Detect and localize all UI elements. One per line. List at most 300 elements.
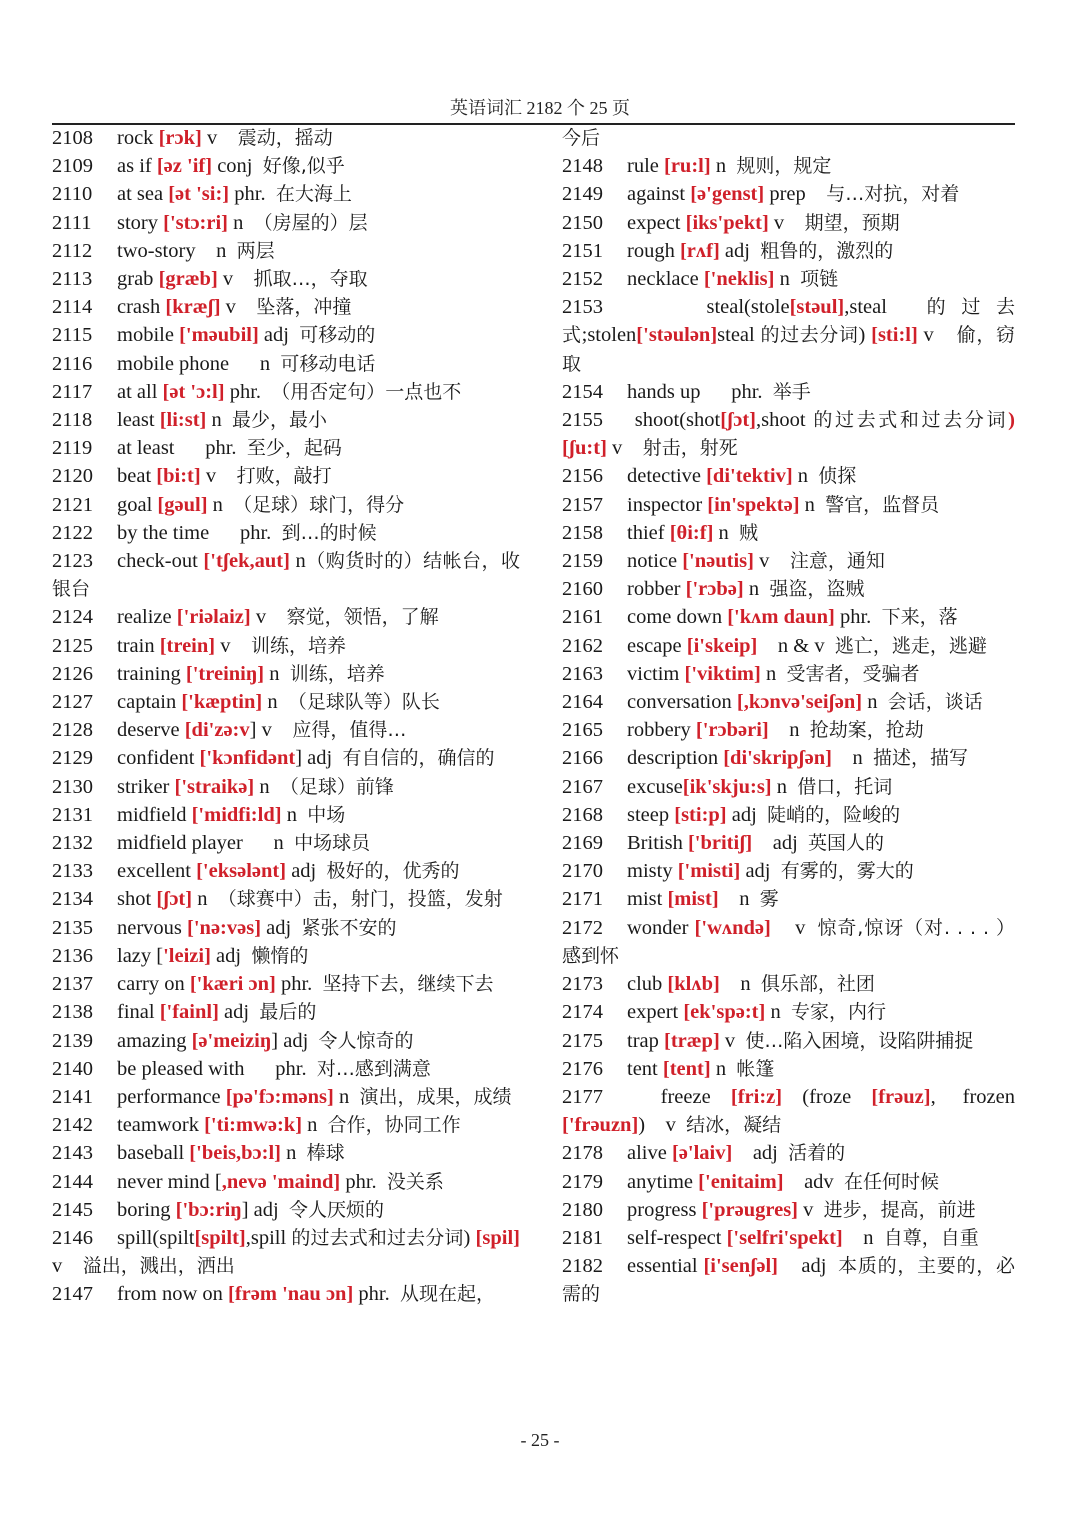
word-text: deserve <box>117 719 185 742</box>
vocab-entry <box>562 1139 1015 1167</box>
word-text: n <box>771 775 798 798</box>
word-text: v <box>250 606 287 629</box>
phonetic: [rʌf] <box>679 239 720 262</box>
vocab-entry <box>52 660 520 688</box>
word-text: v <box>200 465 237 488</box>
definition: 令人惊奇的 <box>318 1029 414 1052</box>
word-text: spill(spilt <box>117 1226 195 1249</box>
entry-number: 2148 <box>562 155 603 178</box>
definition: 俱乐部，社团 <box>760 973 875 996</box>
definition: 两层 <box>236 239 275 262</box>
definition: 的过去分词 <box>760 324 859 347</box>
word-text: captain <box>117 691 182 714</box>
phonetic: [sti:l] <box>871 324 918 347</box>
phonetic: [di'tektiv] <box>706 465 793 488</box>
definition: 的过去式和过去分词 <box>813 409 1009 432</box>
phonetic: [i'skeip] <box>686 634 758 657</box>
phonetic: ['riəlaiz] <box>176 606 251 629</box>
vocab-entry <box>562 575 1015 603</box>
word-text: n <box>792 465 819 488</box>
word-text: adj <box>740 860 781 883</box>
word-text: adj <box>732 1142 789 1165</box>
phonetic: )[ʃu:t] <box>562 409 1015 460</box>
phonetic: ['britiʃ] <box>687 832 753 855</box>
entry-number: 2112 <box>52 239 93 262</box>
entry-number: 2134 <box>52 888 93 911</box>
word-text: adj <box>218 1001 260 1024</box>
word-text: hands up phr. <box>627 380 773 403</box>
vocab-entry <box>52 603 520 631</box>
definition: 有雾的，雾大的 <box>780 860 914 883</box>
word-text: phr. <box>275 973 323 996</box>
definition: 有自信的，确信的 <box>342 747 495 770</box>
vocab-entry <box>52 885 520 913</box>
phonetic: ['selfri'spekt] <box>726 1226 843 1249</box>
vocab-entry <box>562 914 1015 970</box>
word-text: n <box>192 888 218 911</box>
word-text: v <box>220 296 257 319</box>
definition: 结冰，凝结 <box>686 1114 782 1137</box>
vocab-entry <box>562 237 1015 265</box>
definition: 侦探 <box>818 465 857 488</box>
word-text: n <box>760 662 787 685</box>
entry-number: 2170 <box>562 860 603 883</box>
word-text: v <box>753 550 790 573</box>
word-text: by the time phr. <box>117 521 282 544</box>
phonetic: ['rɔbəri] <box>695 719 769 742</box>
phonetic: [ət 'si:] <box>168 183 230 206</box>
definition: 专家，内行 <box>790 1001 886 1024</box>
vocab-entry <box>52 857 520 885</box>
word-text: ) <box>858 324 872 347</box>
phonetic: ['frəuzn] <box>562 1114 639 1137</box>
phonetic: [gəul] <box>157 493 208 516</box>
definition: 强盗，盗贼 <box>769 578 865 601</box>
word-text: amazing <box>117 1029 192 1052</box>
word-text: alive <box>627 1142 672 1165</box>
word-text: ] v <box>249 719 293 742</box>
word-text: thief <box>627 521 670 544</box>
phonetic: [ʃɔt] <box>156 888 193 911</box>
entry-number: 2158 <box>562 521 603 544</box>
phonetic: [di'skripʃən] <box>723 747 832 770</box>
phonetic: [tent] <box>662 1057 711 1080</box>
phonetic: ['nə:vəs] <box>187 916 262 939</box>
definition: 极好的，优秀的 <box>326 860 460 883</box>
entry-number: 2162 <box>562 634 603 657</box>
word-text: be pleased with phr. <box>117 1057 317 1080</box>
definition: 最少，最小 <box>232 409 328 432</box>
phonetic: ['midfi:ld] <box>191 803 282 826</box>
entry-number: 2172 <box>562 916 603 939</box>
word-text: adj <box>752 832 809 855</box>
word-text: v <box>606 437 643 460</box>
vocab-entry <box>562 744 1015 772</box>
word-text: n <box>228 211 254 234</box>
vocab-entry <box>52 1055 520 1083</box>
entry-number: 2160 <box>562 578 603 601</box>
entry-number: 2110 <box>52 183 93 206</box>
definition: （足球）前锋 <box>279 775 394 798</box>
word-text: n <box>765 1001 791 1024</box>
word-text: steep <box>627 803 675 826</box>
word-text: n <box>206 409 233 432</box>
word-text: n <box>281 803 308 826</box>
phonetic: [di'zə:v <box>184 719 250 742</box>
word-text: n <box>774 268 801 291</box>
vocab-entry <box>52 1224 526 1280</box>
word-text: adj <box>286 860 327 883</box>
definition: 受害者，受骗者 <box>786 662 920 685</box>
vocab-entry <box>52 350 520 378</box>
word-text: shot <box>117 888 157 911</box>
definition: 偷，窃取 <box>562 324 1015 375</box>
vocab-entry <box>562 688 1015 716</box>
definition: 坚持下去，继续下去 <box>322 973 494 996</box>
phonetic: ['beis,bɔ:l] <box>189 1142 281 1165</box>
vocab-entry <box>562 885 1015 913</box>
entry-number: 2130 <box>52 775 93 798</box>
phonetic: ['kæri ɔn] <box>189 973 276 996</box>
phonetic: [sti:p] <box>674 803 727 826</box>
phonetic: ['prəugres] <box>701 1198 798 1221</box>
word-text: n <box>831 747 873 770</box>
word-text: v <box>215 634 251 657</box>
phonetic: ['tʃek,aut] <box>203 550 290 573</box>
vocab-entry <box>562 547 1015 575</box>
definition: 溢出，溅出，洒出 <box>82 1255 235 1278</box>
phonetic: ['bɔ:riŋ <box>175 1198 242 1221</box>
word-text: final <box>117 1001 160 1024</box>
word-text: n <box>280 1142 307 1165</box>
vocab-entry <box>52 547 520 603</box>
entry-number: 2131 <box>52 803 93 826</box>
definition: 最后的 <box>259 1001 317 1024</box>
word-text: n <box>862 691 888 714</box>
definition: 对…感到满意 <box>316 1057 431 1080</box>
vocab-entry <box>562 1083 1021 1139</box>
word-text: midfield player n <box>117 832 295 855</box>
word-text: escape <box>627 634 687 657</box>
vocab-entry <box>52 632 520 660</box>
vocab-entry <box>562 1027 1015 1055</box>
entry-number: 2147 <box>52 1283 93 1306</box>
word-text: n <box>710 1057 737 1080</box>
word-text: British <box>627 832 688 855</box>
phonetic: ['straikə] <box>174 775 255 798</box>
definition: 帐篷 <box>736 1057 775 1080</box>
definition: 训练，培养 <box>289 662 385 685</box>
definition: 应得，值得… <box>292 719 407 742</box>
word-text: necklace <box>627 268 704 291</box>
phonetic: ['stɔ:ri] <box>163 211 228 234</box>
word-text: excellent <box>117 860 197 883</box>
entry-number: 2145 <box>52 1198 93 1221</box>
phonetic: [klʌb] <box>667 973 720 996</box>
vocab-entry <box>52 434 520 462</box>
phonetic: ['nəutis] <box>682 550 754 573</box>
word-text: n <box>718 888 760 911</box>
word-text: steal(stole <box>627 296 790 319</box>
word-text: performance <box>117 1085 226 1108</box>
word-text: mobile <box>117 324 180 347</box>
vocab-entry <box>562 1168 1015 1196</box>
definition: 英国人的 <box>808 832 885 855</box>
word-text: adj <box>719 239 761 262</box>
word-text: v <box>201 127 238 149</box>
phonetic: [li:st] <box>159 409 207 432</box>
entry-number: 2116 <box>52 352 93 375</box>
word-text: two-story n <box>117 239 237 262</box>
phonetic: ,nevə 'maind] <box>221 1170 341 1193</box>
entry-number: 2180 <box>562 1198 603 1221</box>
word-text: n <box>254 775 280 798</box>
word-text: ] adj <box>271 1029 319 1052</box>
definition: 的 过 去 式 <box>562 296 1022 347</box>
word-text: detective <box>627 465 707 488</box>
word-text: n <box>289 550 306 573</box>
word-text: trap <box>627 1029 664 1052</box>
word-text: at sea <box>117 183 169 206</box>
vocab-entry <box>562 632 1015 660</box>
vocab-entry <box>562 716 1015 744</box>
word-text: victim <box>627 662 685 685</box>
phonetic: [θi:f] <box>669 521 714 544</box>
phonetic: [ik'skju:s] <box>682 775 772 798</box>
vocab-entry <box>52 491 520 519</box>
word-text: phr. <box>353 1283 400 1306</box>
page-header-title: 英语词汇 2182 个 25 页 <box>450 98 630 118</box>
word-text: midfield <box>117 803 192 826</box>
word-text: expert <box>627 1001 684 1024</box>
page-number: - 25 - <box>520 1430 560 1450</box>
word-text: , frozen <box>930 1085 1021 1108</box>
phonetic: [græb] <box>158 268 218 291</box>
entry-number: 2167 <box>562 775 603 798</box>
word-text: adv <box>783 1170 844 1193</box>
entry-number: 2125 <box>52 634 93 657</box>
entry-number: 2127 <box>52 691 93 714</box>
entry-number: 2122 <box>52 521 93 544</box>
word-text: excuse <box>627 775 683 798</box>
entry-number: 2136 <box>52 944 93 967</box>
word-text: confident <box>117 747 200 770</box>
entry-number: 2174 <box>562 1001 603 1024</box>
entry-number: 2140 <box>52 1057 93 1080</box>
vocab-entry <box>562 209 1015 237</box>
entry-number: 2135 <box>52 916 93 939</box>
entry-number: 2108 <box>52 127 93 149</box>
word-text: at all <box>117 380 163 403</box>
entry-number: 2138 <box>52 1001 93 1024</box>
definition: 察觉，领悟，了解 <box>286 606 439 629</box>
word-text: ;stolen <box>581 324 637 347</box>
vocab-entry <box>562 406 1015 462</box>
definition: （购货时的）结帐台，收银台 <box>52 550 520 601</box>
entry-number: 2114 <box>52 296 93 319</box>
definition: 本质的，主要的，必需的 <box>562 1255 1015 1306</box>
entry-number: 2157 <box>562 493 603 516</box>
definition: 进步，提高，前进 <box>823 1198 976 1221</box>
phonetic: [fri:z] <box>730 1085 783 1108</box>
definition: 合作，协同工作 <box>327 1114 461 1137</box>
vocab-entry <box>562 1055 1015 1083</box>
definition: 没关系 <box>386 1170 444 1193</box>
phonetic: ['stəulən] <box>636 324 718 347</box>
word-text: rough <box>627 239 680 262</box>
word-text: n <box>302 1114 328 1137</box>
word-text: rule <box>627 155 664 178</box>
entry-number: 2176 <box>562 1057 603 1080</box>
definition: （用否定句）一点也不 <box>271 380 462 403</box>
phonetic: [mist] <box>667 888 719 911</box>
definition: 抓取…，夺取 <box>253 268 368 291</box>
phonetic: [spilt] <box>194 1226 246 1249</box>
definition: 中场 <box>307 803 346 826</box>
word-text: robbery <box>627 719 696 742</box>
phonetic: ['ti:mwə:k] <box>204 1114 303 1137</box>
definition: 描述，描写 <box>872 747 968 770</box>
entry-number: 2144 <box>52 1170 93 1193</box>
definition: 下来，落 <box>881 606 958 629</box>
definition: 会话，谈话 <box>887 691 983 714</box>
entry-number: 2121 <box>52 493 93 516</box>
vocab-entry <box>562 519 1015 547</box>
word-text: v <box>768 211 805 234</box>
definition: 逃亡，逃走，逃避 <box>834 634 987 657</box>
vocab-entry <box>562 265 1015 293</box>
vocab-entry <box>562 293 1022 378</box>
word-text: n <box>719 973 761 996</box>
word-text: goal <box>117 493 158 516</box>
vocab-entry <box>562 998 1015 1026</box>
definition: （房屋的）层 <box>253 211 368 234</box>
entry-number: 2117 <box>52 380 93 403</box>
definition: 从现在起， <box>400 1283 496 1306</box>
vocab-entry <box>562 1252 1015 1308</box>
definition: （足球队等）队长 <box>287 691 440 714</box>
word-text: from now on <box>117 1283 229 1306</box>
entry-number: 2142 <box>52 1114 93 1137</box>
word-text: n <box>262 691 288 714</box>
entry-number: 2166 <box>562 747 603 770</box>
entry-number: 2109 <box>52 155 93 178</box>
word-text: n <box>799 493 826 516</box>
word-text: lazy [ <box>117 944 164 967</box>
definition: 的过去式和过去分词 <box>291 1226 464 1249</box>
definition: 至少，起码 <box>246 437 342 460</box>
phonetic: ['treiniŋ] <box>185 662 265 685</box>
word-text: misty <box>627 860 678 883</box>
entry-number: 2143 <box>52 1142 93 1165</box>
word-text: v <box>52 1226 526 1278</box>
entry-number: 2150 <box>562 211 603 234</box>
vocab-entry <box>52 519 520 547</box>
vocab-entry <box>52 321 520 349</box>
vocab-entry <box>562 1196 1015 1224</box>
definition: 使…陷入困境，设陷阱捕捉 <box>745 1029 974 1052</box>
phonetic: [rɔk] <box>158 127 202 149</box>
definition: 紧张不安的 <box>301 916 397 939</box>
vocab-entry <box>52 237 520 265</box>
phonetic: [stəul] <box>789 296 845 319</box>
word-text: rock <box>117 127 159 149</box>
phonetic: [trein] <box>159 634 216 657</box>
entry-number: 2164 <box>562 691 603 714</box>
definition: 举手 <box>772 380 811 403</box>
entry-number: 2156 <box>562 465 603 488</box>
word-text: v <box>770 916 818 939</box>
word-text: n & v <box>757 634 835 657</box>
entry-number: 2165 <box>562 719 603 742</box>
definition: （球赛中）击，射门，投篮，发射 <box>217 888 503 911</box>
vocab-entry <box>52 152 520 180</box>
vocab-entry <box>52 773 520 801</box>
word-text: ] adj <box>295 747 343 770</box>
phonetic: [,kɔnvə'seiʃən] <box>736 691 863 714</box>
word-text: tent <box>627 1057 663 1080</box>
definition: 训练，培养 <box>250 634 346 657</box>
definition: 注意，通知 <box>789 550 885 573</box>
word-text: progress <box>627 1198 702 1221</box>
entry-number: 2161 <box>562 606 603 629</box>
word-text: carry on <box>117 973 190 996</box>
phonetic: ['fainl] <box>159 1001 219 1024</box>
phonetic: [frəuz] <box>871 1085 931 1108</box>
word-text: teamwork <box>117 1114 205 1137</box>
word-text: v <box>719 1029 746 1052</box>
entry-number: 2146 <box>52 1226 93 1249</box>
definition: 规则，规定 <box>736 155 832 178</box>
phonetic: [i'senʃəl] <box>703 1255 778 1278</box>
definition: 打败，敲打 <box>236 465 332 488</box>
word-text: n <box>710 155 737 178</box>
entry-number: 2175 <box>562 1029 603 1052</box>
vocab-entry <box>562 801 1015 829</box>
word-text: striker <box>117 775 175 798</box>
word-text: beat <box>117 465 157 488</box>
vocab-entry <box>562 152 1015 180</box>
definition: 懒惰的 <box>251 944 309 967</box>
word-text: freeze <box>627 1085 731 1108</box>
entry-number: 2119 <box>52 437 93 460</box>
word-text: self-respect <box>627 1226 727 1249</box>
word-text: (froze <box>782 1085 872 1108</box>
entry-number: 2173 <box>562 973 603 996</box>
word-text: adj <box>258 324 300 347</box>
entry-number: 2124 <box>52 606 93 629</box>
entry-number: 2179 <box>562 1170 603 1193</box>
entry-number: 2182 <box>562 1255 603 1278</box>
phonetic: [frəm 'nau ɔn] <box>228 1283 354 1306</box>
word-text: shoot(shot <box>627 409 721 432</box>
definition: 棒球 <box>306 1142 345 1165</box>
vocab-entry <box>52 462 520 490</box>
word-text: never mind [ <box>117 1170 222 1193</box>
word-text: notice <box>627 550 683 573</box>
phonetic: ['rɔbə] <box>685 578 744 601</box>
word-text: prep <box>764 183 827 206</box>
definition: 可移动的 <box>299 324 376 347</box>
definition: 令人厌烦的 <box>288 1198 384 1221</box>
entry-number: 2177 <box>562 1085 603 1108</box>
vocab-entry <box>52 180 520 208</box>
vocab-entry <box>562 378 1015 406</box>
vocab-column-left <box>52 124 526 1309</box>
entry-number: 2139 <box>52 1029 93 1052</box>
vocab-entry <box>562 180 1015 208</box>
vocab-entry <box>52 801 520 829</box>
